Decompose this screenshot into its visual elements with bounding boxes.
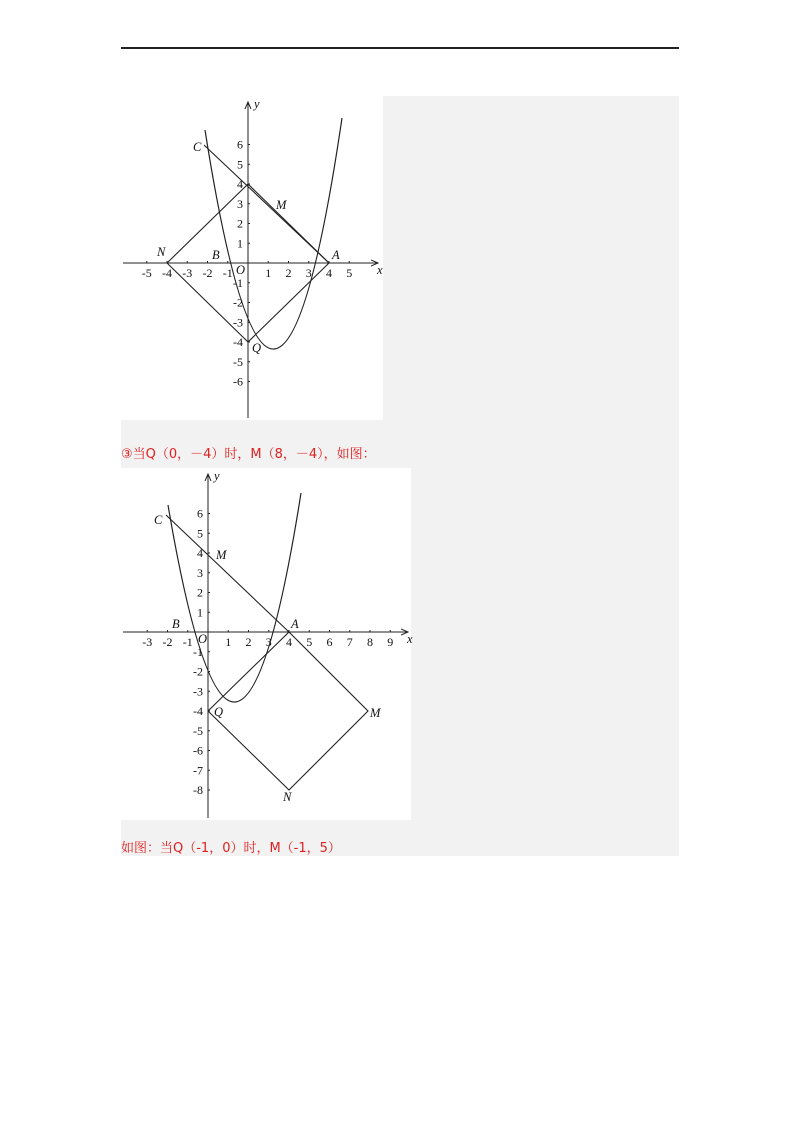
square	[208, 632, 368, 790]
parabola	[202, 118, 342, 349]
caption-1: ③当Q（0，－4）时，M（8，－4），如图：	[121, 447, 376, 462]
y-tick-label: 4	[197, 546, 203, 560]
x-tick-label: 3	[305, 266, 312, 280]
y-tick-label: 2	[237, 216, 243, 231]
caption-2: 如图：当Q（-1，0）时，M（-1，5）	[121, 841, 341, 856]
y-tick-label: 1	[197, 605, 203, 620]
x-tick-label: -1	[182, 635, 193, 649]
x-tick-label: 2	[285, 266, 292, 280]
x-tick-label: -3	[142, 635, 153, 649]
point-m-label: M	[276, 198, 287, 212]
x-axis-label: x	[407, 632, 413, 646]
y-tick-label: -4	[233, 335, 243, 349]
x-tick-label: 5	[306, 635, 313, 649]
x-tick-label: 5	[346, 266, 353, 280]
y-tick-label: -5	[193, 723, 203, 738]
y-tick-label: -5	[233, 354, 243, 369]
x-tick-label: 8	[367, 635, 373, 649]
x-tick-label: -4	[162, 266, 172, 280]
y-tick-label: -6	[193, 743, 203, 758]
x-tick-label: -5	[141, 266, 152, 280]
point-q-label: Q	[252, 341, 262, 355]
x-tick-label: 2	[245, 635, 252, 649]
y-tick-label: 3	[237, 196, 243, 211]
parabola	[168, 493, 301, 702]
y-tick-label: -4	[193, 704, 203, 718]
x-tick-label: 7	[346, 635, 353, 649]
point-n-label: N	[157, 245, 166, 259]
y-tick-label: 4	[237, 177, 243, 191]
y-tick-label: -7	[193, 763, 203, 778]
point-b-label: B	[172, 617, 180, 631]
point-c-label: C	[154, 513, 163, 527]
figure-2	[121, 468, 411, 820]
y-tick-label: -1	[193, 644, 203, 659]
y-axis-label: y	[254, 97, 260, 111]
origin-label: O	[198, 632, 208, 646]
y-tick-label: -3	[193, 684, 203, 699]
y-tick-label: -3	[233, 315, 243, 330]
x-tick-label: -1	[222, 266, 233, 280]
x-tick-label: 1	[265, 266, 272, 280]
x-tick-label: 3	[265, 635, 272, 649]
point-a-label: A	[332, 248, 340, 262]
y-tick-label: 6	[197, 506, 203, 521]
point-b-label: B	[212, 248, 220, 262]
point-m2-label: M	[370, 706, 381, 720]
x-tick-label: 6	[326, 635, 333, 649]
point-a-label: A	[291, 617, 299, 631]
y-tick-label: -1	[233, 275, 243, 290]
y-tick-label: -6	[233, 374, 243, 389]
y-tick-label: 3	[197, 565, 203, 580]
x-tick-label: 1	[225, 635, 232, 649]
x-tick-label: -2	[162, 635, 173, 649]
y-tick-label: 6	[237, 137, 243, 152]
y-tick-label: 1	[237, 236, 243, 251]
figure-1	[121, 96, 383, 420]
x-axis-label: x	[377, 263, 383, 277]
x-tick-label: -3	[182, 266, 193, 280]
y-tick-label: -2	[193, 664, 203, 679]
y-tick-label: -8	[193, 783, 203, 797]
x-tick-label: -2	[202, 266, 213, 280]
y-tick-label: -2	[233, 295, 243, 310]
top-rule	[121, 47, 679, 49]
point-c-label: C	[193, 140, 202, 154]
point-n-label: N	[283, 790, 292, 804]
y-tick-label: 5	[197, 526, 203, 541]
figure-2-graph	[121, 468, 411, 820]
point-m-label: M	[216, 548, 227, 562]
figure-1-graph	[121, 96, 383, 420]
x-tick-label: 4	[286, 635, 292, 649]
y-tick-label: 2	[197, 585, 203, 600]
y-axis-label: y	[214, 469, 220, 483]
point-q-label: Q	[214, 705, 224, 719]
x-tick-label: 9	[387, 635, 394, 649]
line-ca	[166, 515, 289, 632]
origin-label: O	[236, 263, 246, 277]
x-tick-label: 4	[326, 266, 332, 280]
y-tick-label: 5	[237, 157, 243, 172]
